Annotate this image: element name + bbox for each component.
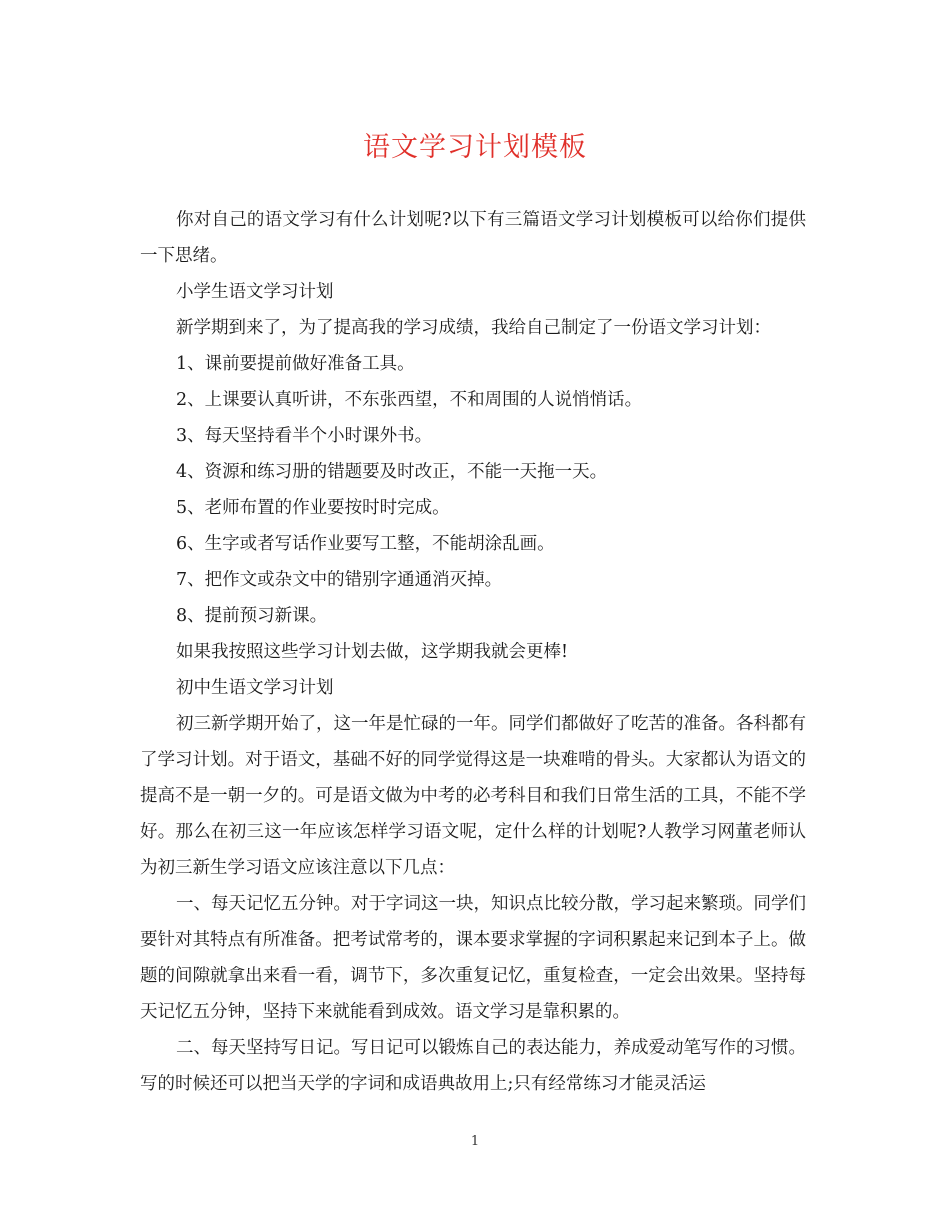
document-title: 语文学习计划模板: [363, 132, 587, 163]
list-item: 7、把作文或杂文中的错别字通通消灭掉。: [176, 570, 503, 590]
list-item: 2、上课要认真听讲，不东张西望，不和周围的人说悄悄话。: [176, 390, 643, 410]
paragraph: 初三新学期开始了，这一年是忙碌的一年。同学们都做好了吃苦的准备。各科都有了学习计划。对于语文，基础不好的同学觉得这是一块难啃的骨头。大家都认为语文的提高不是一朝一夕的。可是语文做为中考的必考科目和我们日常生活的工具，不能不学好。那么在初三这一年应该怎样学习语文呢，定什么样的计划呢?人教学习网董老师认为初三新生学习语文应该注意以下几点：: [140, 714, 806, 878]
list-item: 3、每天坚持看半个小时课外书。: [176, 426, 433, 446]
document-body: [140, 202, 806, 1102]
list-item: 4、资源和练习册的错题要及时改正，不能一天拖一天。: [176, 462, 608, 482]
list-item: 5、老师布置的作业要按时时完成。: [176, 498, 450, 518]
list-item: 6、生字或者写话作业要写工整，不能胡涂乱画。: [176, 534, 555, 554]
page-number: 1: [470, 1134, 480, 1149]
intro-paragraph: 你对自己的语文学习有什么计划呢?以下有三篇语文学习计划模板可以给你们提供一下思绪。: [140, 210, 806, 266]
paragraph: 一、每天记忆五分钟。对于字词这一块，知识点比较分散，学习起来繁琐。同学们要针对其特点有所准备。把考试常考的，课本要求掌握的字词积累起来记到本子上。做题的间隙就拿出来看一看，调节下，多次重复记忆，重复检查，一定会出效果。坚持每天记忆五分钟，坚持下来就能看到成效。语文学习是靠积累的。: [140, 894, 806, 1022]
section-heading-middle: 初中生语文学习计划: [176, 678, 334, 698]
section-heading-primary: 小学生语文学习计划: [176, 282, 334, 302]
list-item: 1、课前要提前做好准备工具。: [176, 354, 415, 374]
paragraph: 二、每天坚持写日记。写日记可以锻炼自己的表达能力，养成爱动笔写作的习惯。写的时候还可以把当天学的字词和成语典故用上;只有经常练习才能灵活运: [140, 1038, 806, 1094]
paragraph: 新学期到来了，为了提高我的学习成绩，我给自己制定了一份语文学习计划：: [176, 318, 771, 338]
list-item: 8、提前预习新课。: [176, 606, 328, 626]
paragraph: 如果我按照这些学习计划去做，这学期我就会更棒!: [176, 642, 569, 662]
